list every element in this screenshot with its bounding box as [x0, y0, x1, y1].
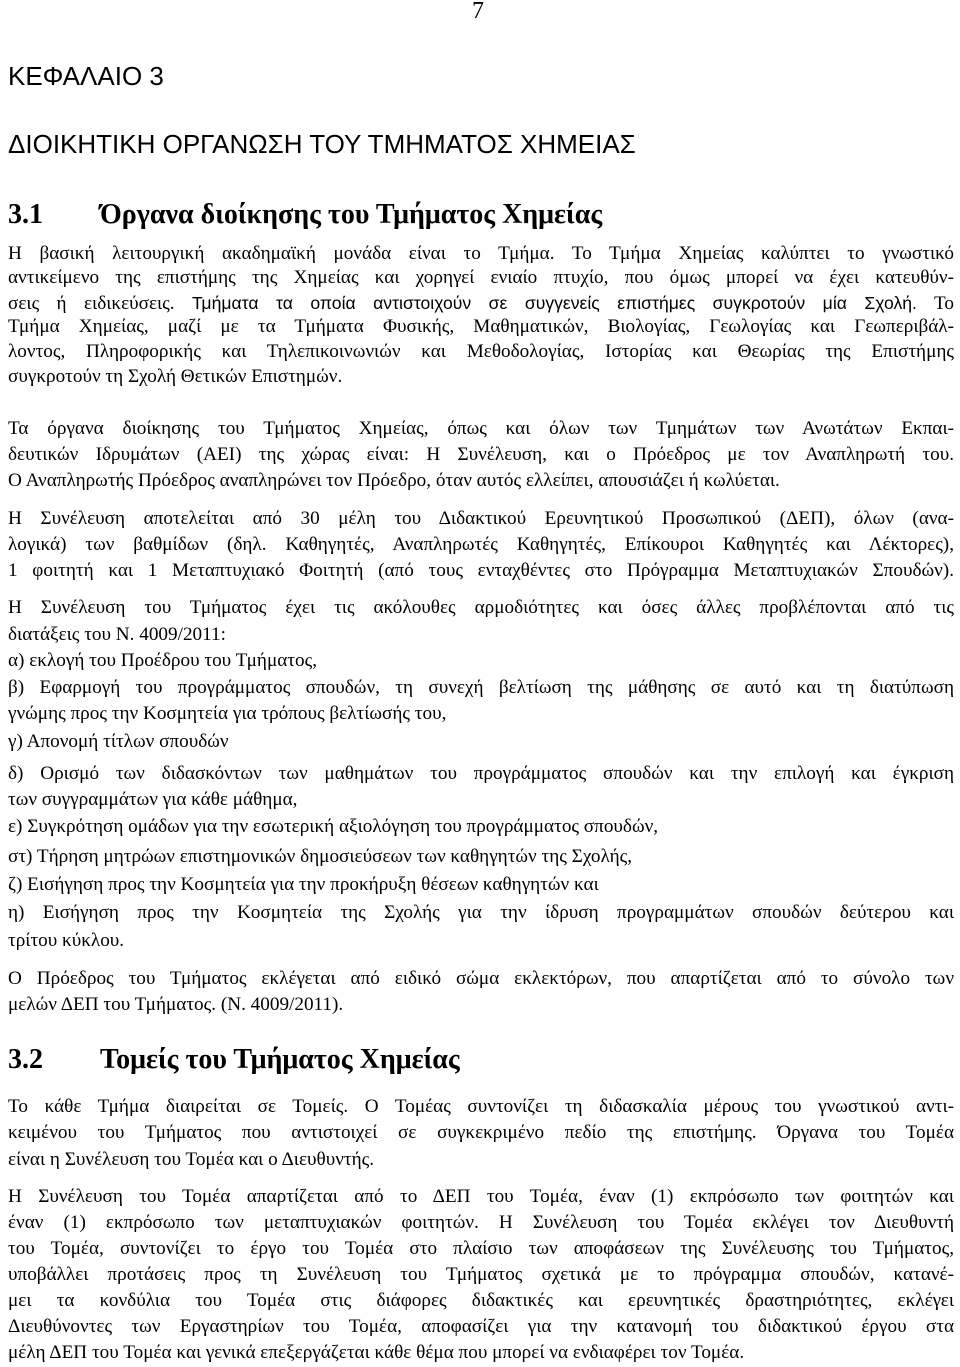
list-item: στ) Τήρηση μητρώων επιστημονικών δημοσιεύσεων των καθηγητών της Σχολής, [8, 846, 633, 867]
text-line: μει τα κονδύλια του Τομέα στις διάφορες διδακτικές και ερευνητικές δραστηριότητες, εκλέγει [8, 1290, 954, 1311]
list-item: δ) Ορισμό των διδασκόντων των μαθημάτων του προγράμματος σπουδών και την επιλογή και έγκριση [8, 763, 954, 784]
text-line: αντικείμενο της επιστήμης της Χημείας και χορηγεί ενιαίο πτυχίο, που όμως μπορεί να έχει κατευθύν- [8, 267, 954, 288]
text-line: των συγγραμμάτων για κάθε μάθημα, [8, 789, 298, 810]
chapter-title: ΔΙΟΙΚΗΤΙΚΗ ΟΡΓΑΝΩΣΗ ΤΟΥ ΤΜΗΜΑΤΟΣ ΧΗΜΕΙΑΣ [8, 129, 636, 159]
text-line [8, 291, 954, 316]
section-title: Τομείς του Τμήματος Χημείας [100, 1044, 460, 1075]
section-number: 3.2 [8, 1044, 43, 1075]
list-item: β) Εφαρμογή του προγράμματος σπουδών, τη συνεχή βελτίωση της μάθησης σε αυτό και τη διατύπωση [8, 677, 954, 698]
text-line: Η Συνέλευση του Τμήματος έχει τις ακόλουθες αρμοδιότητες και όσες άλλες προβλέπονται από τις [8, 597, 954, 618]
text-line: Τμήμα Χημείας, μαζί με τα Τμήματα Φυσικής, Μαθηματικών, Βιολογίας, Γεωλογίας και Γεωπεριβάλ- [8, 316, 954, 337]
chapter-label: ΚΕΦΑΛΑΙΟ 3 [8, 61, 164, 91]
text-line: 1 φοιτητή και 1 Μεταπτυχιακό Φοιτητή (από τους ενταχθέντες στο Πρόγραμμα Μεταπτυχιακών Σπουδών). [8, 560, 954, 581]
text-line: γνώμης προς την Κοσμητεία για τρόπους βελτίωσής του, [8, 703, 447, 724]
text-line: έναν (1) εκπρόσωπο των μεταπτυχιακών φοιτητών. Η Συνέλευση του Τομέα εκλέγει τον Διευθυντή [8, 1212, 954, 1233]
text-line: Ο Αναπληρωτής Πρόεδρος αναπληρώνει τον Πρόεδρο, όταν αυτός ελλείπει, απουσιάζει ή κωλύεται. [8, 470, 780, 491]
text-line: Η βασική λειτουργική ακαδημαϊκή μονάδα είναι το Τμήμα. Το Τμήμα Χημείας καλύπτει το γνωστικό [8, 243, 954, 264]
section-heading-3-2 [8, 1044, 460, 1076]
text-span: Τμήματα τα οποία αντιστοιχούν σε συγγενείς επιστήμες συγκροτούν μία Σχολή. [191, 293, 917, 313]
text-line: Τα όργανα διοίκησης του Τμήματος Χημείας, όπως και όλων των Τμημάτων των Ανωτάτων Εκπαι- [8, 418, 954, 439]
section-number: 3.1 [8, 199, 43, 230]
text-line: μελών ΔΕΠ του Τμήματος. (Ν. 4009/2011). [8, 994, 344, 1015]
list-item: ζ) Εισήγηση προς την Κοσμητεία για την προκήρυξη θέσεων καθηγητών και [8, 874, 599, 895]
text-span: σεις ή ειδικεύσεις. [8, 293, 175, 314]
text-line: συγκροτούν τη Σχολή Θετικών Επιστημών. [8, 366, 343, 387]
text-line: υποβάλλει προτάσεις προς τη Συνέλευση του Τμήματος σχετικά με το πρόγραμμα σπουδών, κατανέ- [8, 1264, 954, 1285]
list-item: α) εκλογή του Προέδρου του Τμήματος, [8, 650, 317, 671]
text-line: διατάξεις του Ν. 4009/2011: [8, 624, 226, 645]
section-heading-3-1 [8, 199, 602, 231]
page-number: 7 [472, 0, 484, 24]
text-line: του Τομέα, συντονίζει το έργο του Τομέα στο πλαίσιο των αποφάσεων της Συνέλευσης του Τμήματος, [8, 1238, 954, 1259]
text-line: μέλη ΔΕΠ του Τομέα και γενικά επεξεργάζεται κάθε θέμα που μπορεί να ενδιαφέρει τον Τομέα. [8, 1342, 745, 1363]
list-item: ε) Συγκρότηση ομάδων για την εσωτερική αξιολόγηση του προγράμματος σπουδών, [8, 816, 659, 837]
section-title: Όργανα διοίκησης του Τμήματος Χημείας [100, 199, 603, 230]
text-line: τρίτου κύκλου. [8, 930, 125, 951]
text-line: Διευθύνοντες των Εργαστηρίων του Τομέα, αποφασίζει για την κατανομή του διδακτικού έργου στα [8, 1316, 954, 1337]
text-line: Η Συνέλευση του Τομέα απαρτίζεται από το ΔΕΠ του Τομέα, έναν (1) εκπρόσωπο των φοιτητών και [8, 1186, 954, 1207]
text-line: Το κάθε Τμήμα διαιρείται σε Τομείς. Ο Τομέας συντονίζει τη διδασκαλία μέρους του γνωστικού αντι- [8, 1096, 954, 1117]
text-span: Το [934, 293, 954, 314]
text-line: Ο Πρόεδρος του Τμήματος εκλέγεται από ειδικό σώμα εκλεκτόρων, που απαρτίζεται από το σύνολο των [8, 968, 954, 989]
text-line: λογικά) των βαθμίδων (δηλ. Καθηγητές, Αναπληρωτές Καθηγητές, Επίκουροι Καθηγητές και Λέκτορες), [8, 534, 954, 555]
text-line: είναι η Συνέλευση του Τομέα και ο Διευθυντής. [8, 1149, 375, 1170]
list-item: η) Εισήγηση προς την Κοσμητεία της Σχολής για την ίδρυση προγραμμάτων σπουδών δεύτερου και [8, 902, 954, 923]
text-line: δευτικών Ιδρυμάτων (ΑΕΙ) της χώρας είναι: Η Συνέλευση, και ο Πρόεδρος με τον Αναπληρωτή του. [8, 444, 954, 465]
list-item: γ) Απονομή τίτλων σπουδών [8, 731, 229, 752]
text-line: κειμένου του Τμήματος που αντιστοιχεί σε συγκεκριμένο πεδίο της επιστήμης. Όργανα του Τομέα [8, 1122, 954, 1143]
text-line: Η Συνέλευση αποτελείται από 30 μέλη του Διδακτικού Ερευνητικού Προσωπικού (ΔΕΠ), όλων (ανα- [8, 508, 954, 529]
text-line: λοντος, Πληροφορικής και Τηλεπικοινωνιών και Μεθοδολογίας, Ιστορίας και Θεωρίας της Επιστήμης [8, 341, 954, 362]
